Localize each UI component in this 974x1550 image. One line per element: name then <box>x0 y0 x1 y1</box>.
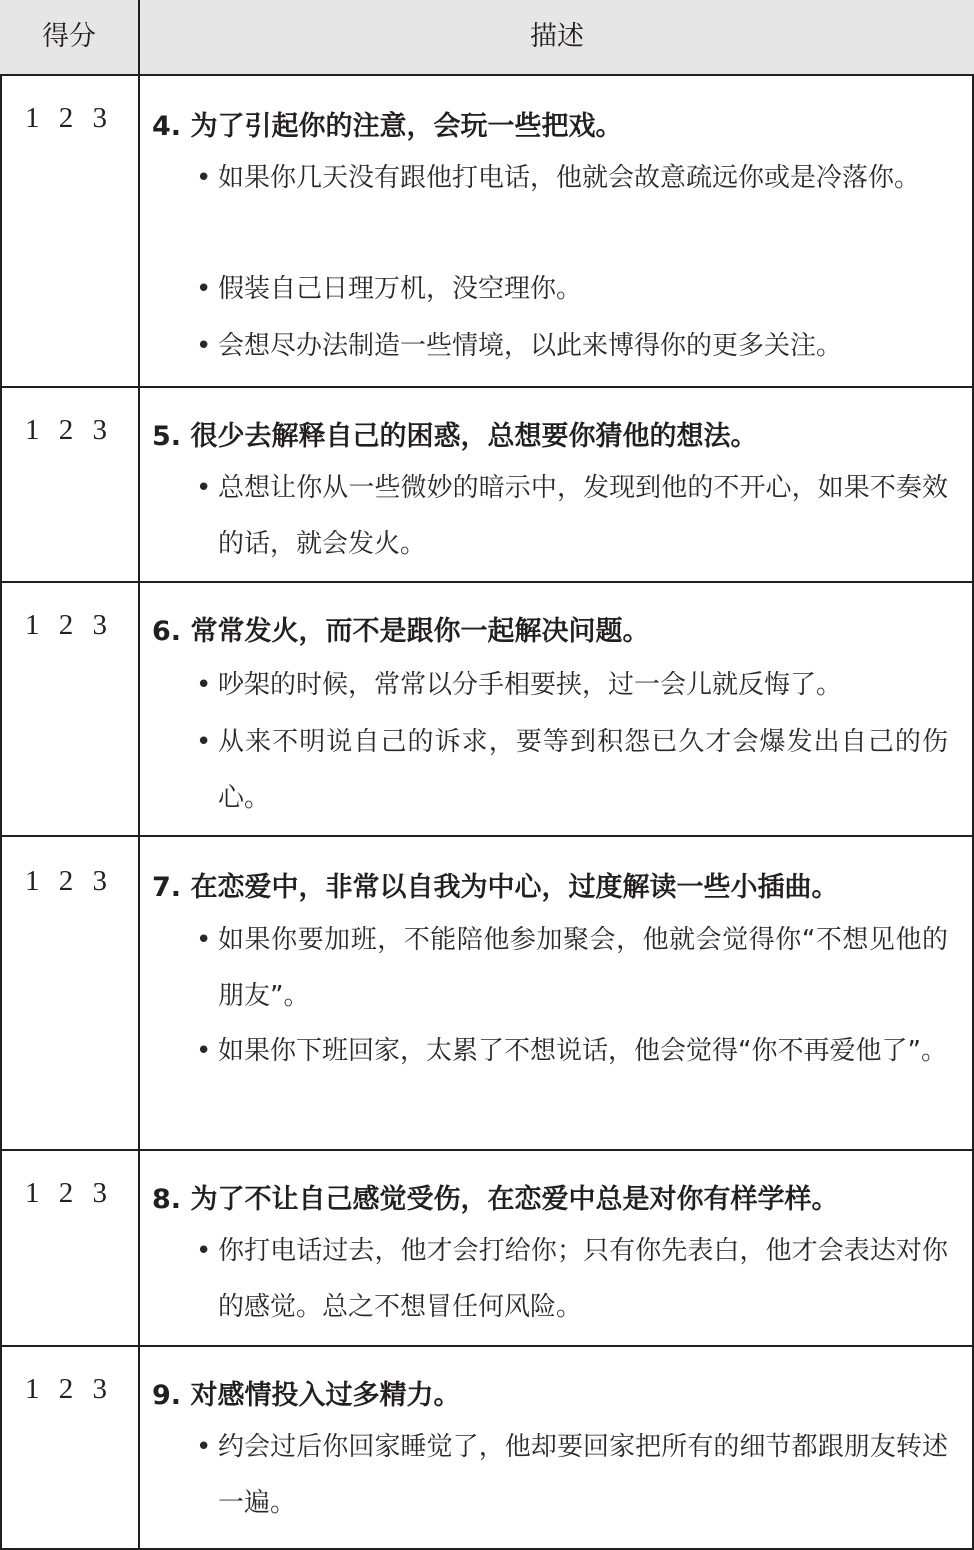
row-divider <box>0 1345 974 1347</box>
header-description: 描述 <box>530 21 584 52</box>
bullet-icon: • <box>196 1036 212 1066</box>
bullet-text: 如果你要加班，不能陪他参加聚会，他就会觉得你“不想见他的朋友”。 <box>218 925 948 1011</box>
list-item <box>196 1223 948 1335</box>
score-options: 1 2 3 <box>25 1373 113 1405</box>
score-options: 1 2 3 <box>25 865 113 897</box>
score-options: 1 2 3 <box>25 414 113 446</box>
bullet-icon: • <box>196 331 212 361</box>
list-item <box>196 657 948 713</box>
item-title: 7. 在恋爱中，非常以自我为中心，过度解读一些小插曲。 <box>152 872 839 903</box>
row-divider <box>0 74 974 76</box>
bullet-icon: • <box>196 1432 212 1462</box>
bullet-text: 总想让你从一些微妙的暗示中，发现到他的不开心，如果不奏效的话，就会发火。 <box>218 473 948 559</box>
bullet-text: 吵架的时候，常常以分手相要挟，过一会儿就反悔了。 <box>218 670 843 700</box>
bullet-icon: • <box>196 925 212 955</box>
bullet-text: 从来不明说自己的诉求，要等到积怨已久才会爆发出自己的伤心。 <box>218 727 948 813</box>
bullet-icon: • <box>196 473 212 503</box>
bullet-icon: • <box>196 670 212 700</box>
item-title: 8. 为了不让自己感觉受伤，在恋爱中总是对你有样学样。 <box>152 1184 839 1215</box>
column-divider <box>138 0 140 1550</box>
list-item <box>196 261 948 317</box>
bullet-icon: • <box>196 274 212 304</box>
list-item <box>196 1419 948 1531</box>
bullet-icon: • <box>196 727 212 757</box>
bullet-text: 约会过后你回家睡觉了，他却要回家把所有的细节都跟朋友转述一遍。 <box>218 1432 948 1518</box>
bullet-text: 会想尽办法制造一些情境，以此来博得你的更多关注。 <box>218 331 843 361</box>
score-options: 1 2 3 <box>25 609 113 641</box>
row-divider <box>0 386 974 388</box>
header-score: 得分 <box>42 21 96 52</box>
list-item <box>196 460 948 572</box>
bullet-text: 如果你几天没有跟他打电话，他就会故意疏远你或是冷落你。 <box>218 163 921 193</box>
row-divider <box>0 1149 974 1151</box>
score-options: 1 2 3 <box>25 1177 113 1209</box>
row-divider <box>0 581 974 583</box>
list-item <box>196 318 948 374</box>
list-item <box>196 150 948 206</box>
bullet-icon: • <box>196 163 212 193</box>
list-item <box>196 1023 948 1079</box>
bullet-text: 你打电话过去，他才会打给你；只有你先表白，他才会表达对你的感觉。总之不想冒任何风险。 <box>218 1236 948 1322</box>
bullet-text: 如果你下班回家，太累了不想说话，他会觉得“你不再爱他了”。 <box>218 1036 947 1066</box>
item-title: 9. 对感情投入过多精力。 <box>152 1380 461 1411</box>
list-item <box>196 912 948 1024</box>
item-title: 6. 常常发火，而不是跟你一起解决问题。 <box>152 616 650 647</box>
item-title: 5. 很少去解释自己的困惑，总想要你猜他的想法。 <box>152 421 758 452</box>
bullet-icon: • <box>196 1236 212 1266</box>
score-options: 1 2 3 <box>25 102 113 134</box>
list-item <box>196 714 948 826</box>
row-divider <box>0 835 974 837</box>
bullet-text: 假装自己日理万机，没空理你。 <box>218 274 583 304</box>
item-title: 4. 为了引起你的注意，会玩一些把戏。 <box>152 111 623 142</box>
